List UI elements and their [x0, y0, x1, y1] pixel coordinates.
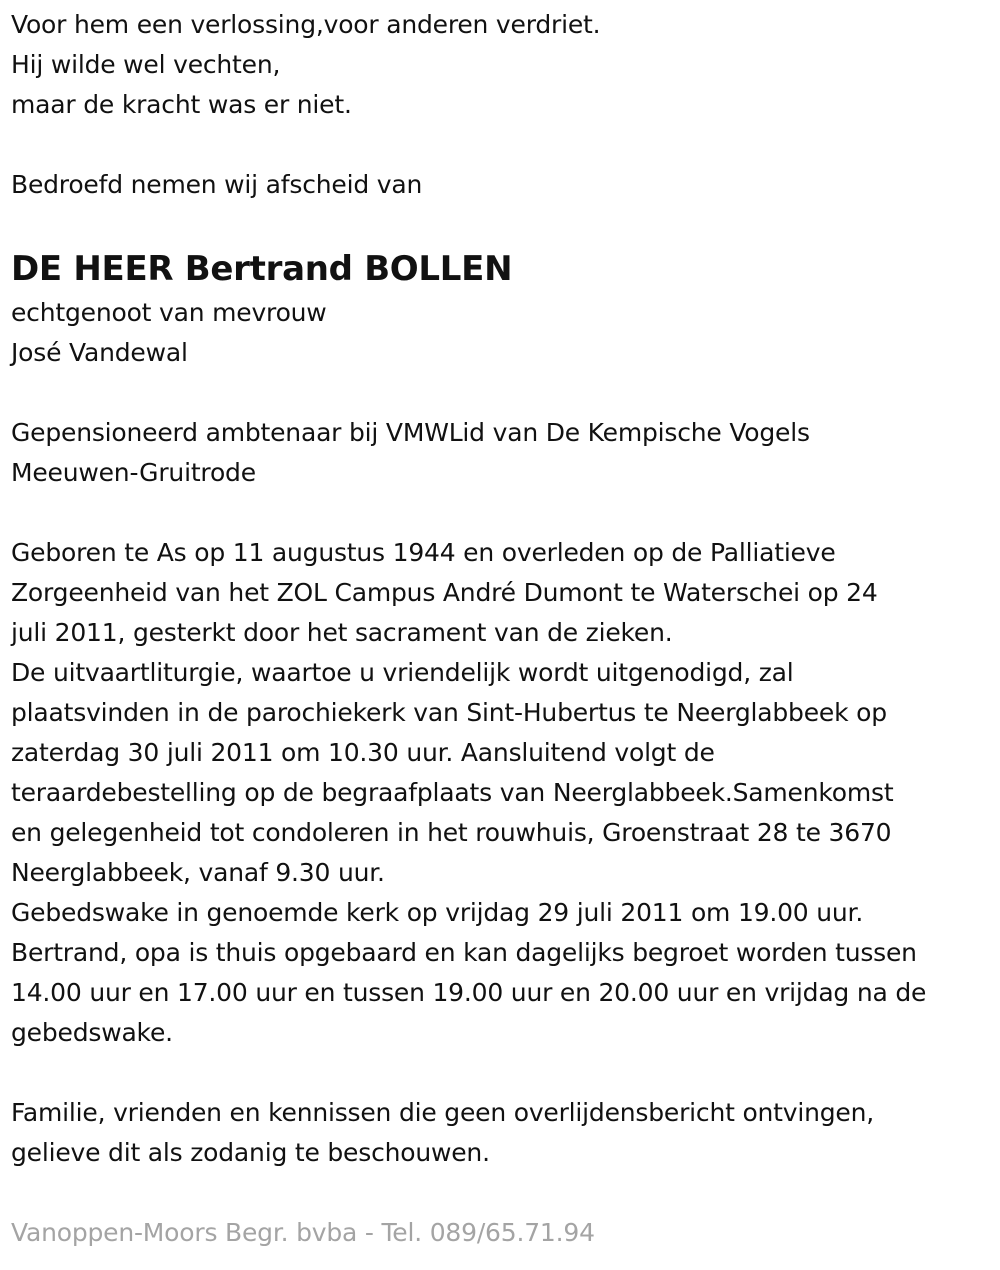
details-line: 14.00 uur en 17.00 uur en tussen 19.00 uur en 20.00 uur en vrijdag na de [11, 978, 927, 1007]
poem-line: Hij wilde wel vechten, [11, 50, 281, 79]
details-line: Geboren te As op 11 augustus 1944 en overleden op de Palliatieve [11, 538, 836, 567]
spacer [11, 373, 996, 413]
details-line: Zorgeenheid van het ZOL Campus André Dumont te Waterschei op 24 [11, 578, 878, 607]
spacer [11, 125, 996, 165]
details-line: teraardebestelling op de begraafplaats van Neerglabbeek.Samenkomst [11, 778, 894, 807]
funeral-home-footer: Vanoppen-Moors Begr. bvba - Tel. 089/65.71.94 [11, 1218, 595, 1247]
occupation-line: Gepensioneerd ambtenaar bij VMWLid van De Kempische Vogels [11, 418, 810, 447]
spouse-line: echtgenoot van mevrouw [11, 298, 327, 327]
spacer [11, 1053, 996, 1093]
spouse-info [11, 293, 996, 373]
details-line: Neerglabbeek, vanaf 9.30 uur. [11, 858, 385, 887]
spacer [11, 493, 996, 533]
details-line: juli 2011, gesterkt door het sacrament van de zieken. [11, 618, 673, 647]
details-line: zaterdag 30 juli 2011 om 10.30 uur. Aansluitend volgt de [11, 738, 715, 767]
spouse-line: José Vandewal [11, 338, 188, 367]
family-notice [11, 1093, 996, 1173]
details-line: De uitvaartliturgie, waartoe u vriendelijk wordt uitgenodigd, zal [11, 658, 794, 687]
poem-line: Voor hem een verlossing,voor anderen verdriet. [11, 10, 601, 39]
deceased-name: DE HEER Bertrand BOLLEN [11, 249, 513, 289]
intro-text: Bedroefd nemen wij afscheid van [11, 170, 423, 199]
details-line: gebedswake. [11, 1018, 173, 1047]
details-line: en gelegenheid tot condoleren in het rouwhuis, Groenstraat 28 te 3670 [11, 818, 892, 847]
details-line: Gebedswake in genoemde kerk op vrijdag 29 juli 2011 om 19.00 uur. [11, 898, 864, 927]
spacer [11, 1173, 996, 1213]
poem [11, 5, 996, 125]
spacer [11, 205, 996, 245]
occupation-info [11, 413, 996, 493]
notice-line: Familie, vrienden en kennissen die geen overlijdensbericht ontvingen, [11, 1098, 875, 1127]
details-line: plaatsvinden in de parochiekerk van Sint-Hubertus te Neerglabbeek op [11, 698, 887, 727]
occupation-line: Meeuwen-Gruitrode [11, 458, 256, 487]
poem-line: maar de kracht was er niet. [11, 90, 352, 119]
notice-line: gelieve dit als zodanig te beschouwen. [11, 1138, 490, 1167]
details-line: Bertrand, opa is thuis opgebaard en kan dagelijks begroet worden tussen [11, 938, 917, 967]
obituary-notice [11, 5, 996, 1253]
funeral-details [11, 533, 996, 1053]
